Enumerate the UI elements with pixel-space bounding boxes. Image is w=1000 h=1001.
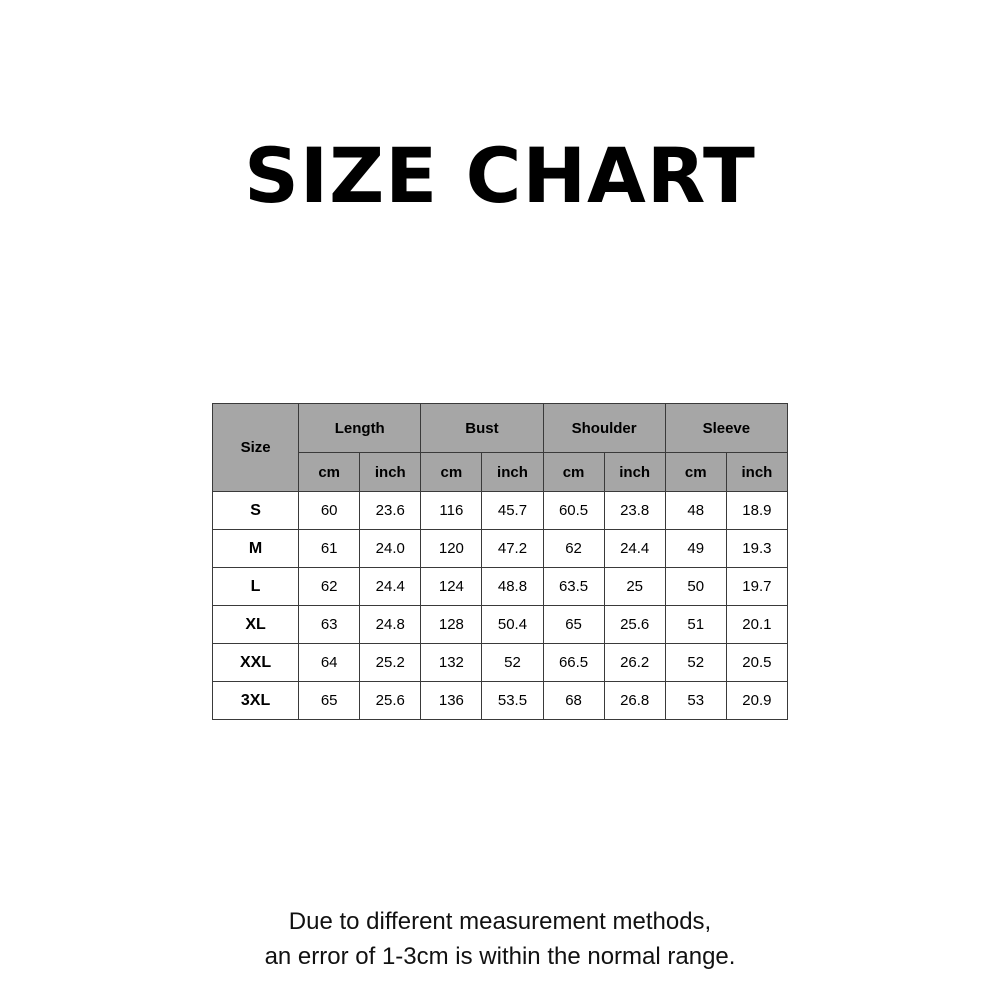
measurement-note-line-2: an error of 1-3cm is within the normal range. [264,942,736,970]
cell-shoulder-inch: 26.8 [604,682,665,720]
page-title: SIZE CHART [244,131,756,220]
cell-shoulder-inch: 25 [604,568,665,606]
cell-sleeve-inch: 20.5 [726,644,787,682]
cell-length-cm: 62 [299,568,360,606]
cell-bust-cm: 132 [421,644,482,682]
cell-bust-inch: 45.7 [482,492,543,530]
cell-shoulder-inch: 25.6 [604,606,665,644]
header-unit-sleeve-inch: inch [726,453,787,492]
header-unit-shoulder-inch: inch [604,453,665,492]
cell-sleeve-inch: 20.1 [726,606,787,644]
cell-length-inch: 24.4 [360,568,421,606]
table-row [213,530,788,568]
cell-sleeve-inch: 19.7 [726,568,787,606]
header-group-sleeve: Sleeve [665,404,787,453]
table-row [213,682,788,720]
cell-shoulder-inch: 24.4 [604,530,665,568]
header-group-bust: Bust [421,404,543,453]
cell-bust-cm: 116 [421,492,482,530]
cell-sleeve-cm: 48 [665,492,726,530]
cell-size: S [213,492,299,530]
cell-sleeve-cm: 52 [665,644,726,682]
size-chart-table-container [212,403,788,720]
cell-shoulder-inch: 26.2 [604,644,665,682]
table-body [213,492,788,720]
header-unit-shoulder-cm: cm [543,453,604,492]
header-group-row [213,404,788,453]
header-unit-length-cm: cm [299,453,360,492]
cell-shoulder-cm: 63.5 [543,568,604,606]
size-chart-table [212,403,788,720]
table-row [213,568,788,606]
cell-length-cm: 60 [299,492,360,530]
cell-shoulder-cm: 66.5 [543,644,604,682]
cell-length-cm: 64 [299,644,360,682]
cell-sleeve-inch: 20.9 [726,682,787,720]
header-unit-length-inch: inch [360,453,421,492]
cell-size: XXL [213,644,299,682]
cell-length-inch: 24.8 [360,606,421,644]
cell-bust-inch: 50.4 [482,606,543,644]
cell-shoulder-cm: 68 [543,682,604,720]
cell-sleeve-inch: 19.3 [726,530,787,568]
cell-sleeve-cm: 53 [665,682,726,720]
table-row [213,492,788,530]
cell-shoulder-inch: 23.8 [604,492,665,530]
table-header [213,404,788,492]
header-unit-row [213,453,788,492]
cell-size: XL [213,606,299,644]
cell-bust-inch: 48.8 [482,568,543,606]
cell-bust-inch: 47.2 [482,530,543,568]
header-size: Size [213,404,299,492]
measurement-note [0,905,1000,975]
cell-length-cm: 63 [299,606,360,644]
cell-length-cm: 65 [299,682,360,720]
cell-length-inch: 24.0 [360,530,421,568]
cell-sleeve-cm: 49 [665,530,726,568]
measurement-note-line-1: Due to different measurement methods, [288,908,712,935]
cell-bust-inch: 53.5 [482,682,543,720]
cell-bust-cm: 136 [421,682,482,720]
cell-length-inch: 25.6 [360,682,421,720]
header-group-length: Length [299,404,421,453]
cell-shoulder-cm: 60.5 [543,492,604,530]
cell-length-inch: 23.6 [360,492,421,530]
cell-shoulder-cm: 62 [543,530,604,568]
header-unit-bust-inch: inch [482,453,543,492]
header-unit-sleeve-cm: cm [665,453,726,492]
table-row [213,606,788,644]
cell-bust-inch: 52 [482,644,543,682]
cell-bust-cm: 120 [421,530,482,568]
header-group-shoulder: Shoulder [543,404,665,453]
cell-size: 3XL [213,682,299,720]
cell-sleeve-cm: 51 [665,606,726,644]
cell-sleeve-inch: 18.9 [726,492,787,530]
cell-bust-cm: 124 [421,568,482,606]
header-unit-bust-cm: cm [421,453,482,492]
cell-sleeve-cm: 50 [665,568,726,606]
cell-shoulder-cm: 65 [543,606,604,644]
table-row [213,644,788,682]
cell-size: L [213,568,299,606]
cell-size: M [213,530,299,568]
cell-length-inch: 25.2 [360,644,421,682]
cell-bust-cm: 128 [421,606,482,644]
cell-length-cm: 61 [299,530,360,568]
